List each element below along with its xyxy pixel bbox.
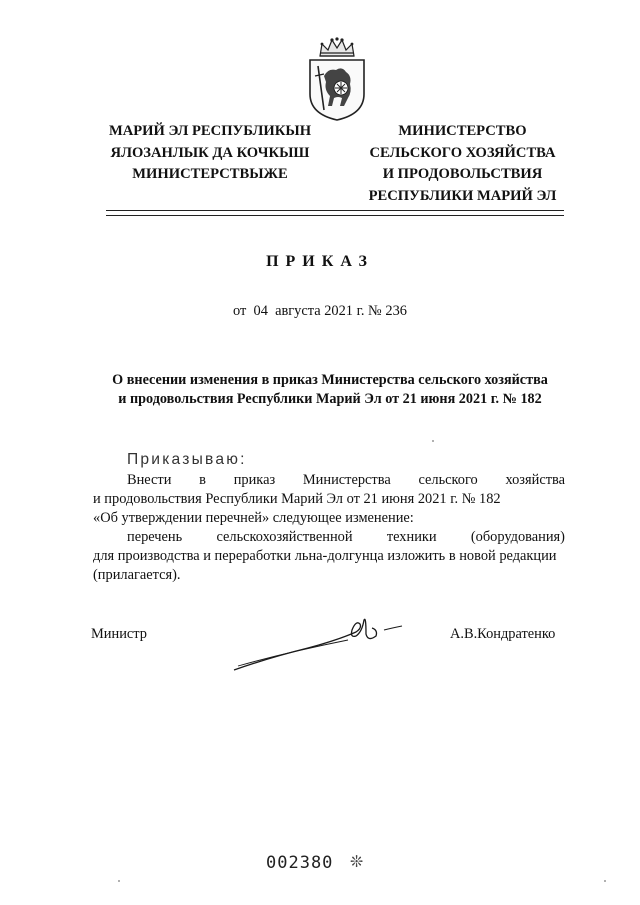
scan-speck xyxy=(118,880,120,882)
document-title: ПРИКАЗ xyxy=(266,253,374,270)
header-right-ministry-russian xyxy=(355,121,570,207)
body-word: Министерства xyxy=(302,472,391,488)
body-word: (оборудования) xyxy=(470,529,565,545)
header-left-line: ЯЛОЗАНЛЫК ДА КОЧКЫШ xyxy=(110,144,310,161)
body-word: сельскохозяйственной xyxy=(216,529,353,545)
order-word: Приказываю: xyxy=(127,451,247,468)
body-word: Внести xyxy=(127,472,172,488)
body-line xyxy=(93,547,565,566)
body-text: для производства и переработки льна-долгунца изложить в новой редакции xyxy=(93,548,557,564)
header-right-line: СЕЛЬСКОГО ХОЗЯЙСТВА xyxy=(369,144,556,161)
body-word: приказ xyxy=(233,472,276,488)
header-divider-bottom xyxy=(106,215,564,216)
scan-speck xyxy=(432,440,434,442)
body-word: сельского xyxy=(418,472,478,488)
signatory-name: А.В.Кондратенко xyxy=(450,626,556,642)
body-line xyxy=(93,566,565,585)
header-right-line: МИНИСТЕРСТВО xyxy=(398,123,527,139)
handwritten-signature xyxy=(228,608,418,678)
scan-speck xyxy=(604,880,606,882)
header-left-line: МАРИЙ ЭЛ РЕСПУБЛИКЫН xyxy=(108,123,312,139)
body-word: перечень xyxy=(127,529,183,545)
body-line xyxy=(93,490,565,509)
body-text: (прилагается). xyxy=(93,567,181,583)
header-divider-top xyxy=(106,210,564,211)
header-left-ministry-mari xyxy=(95,121,325,186)
body-line xyxy=(127,528,565,547)
document-serial-number: 002380 xyxy=(266,853,334,873)
document-subject-line: О внесении изменения в приказ Министерства сельского хозяйства xyxy=(112,372,548,388)
document-subject-line: и продовольствия Республики Марий Эл от 21 июня 2021 г. № 182 xyxy=(118,391,542,407)
body-word: хозяйства xyxy=(505,472,565,488)
body-word: техники xyxy=(386,529,437,545)
body-word: в xyxy=(199,472,206,488)
header-right-line: РЕСПУБЛИКИ МАРИЙ ЭЛ xyxy=(368,187,557,204)
body-line xyxy=(127,471,565,490)
header-right-line: И ПРОДОВОЛЬСТВИЯ xyxy=(382,166,543,182)
document-date-number: от 04 августа 2021 г. № 236 xyxy=(233,303,407,319)
header-left-line: МИНИСТЕРСТВЫЖЕ xyxy=(132,166,288,182)
body-text: «Об утверждении перечней» следующее изменение: xyxy=(93,510,414,526)
body-line xyxy=(93,509,565,528)
coat-of-arms-mari-el-icon xyxy=(302,36,372,122)
body-text: и продовольствия Республики Марий Эл от 21 июня 2021 г. № 182 xyxy=(93,491,501,507)
signatory-title: Министр xyxy=(91,626,147,642)
serial-star-mark: ❊ xyxy=(350,852,364,871)
